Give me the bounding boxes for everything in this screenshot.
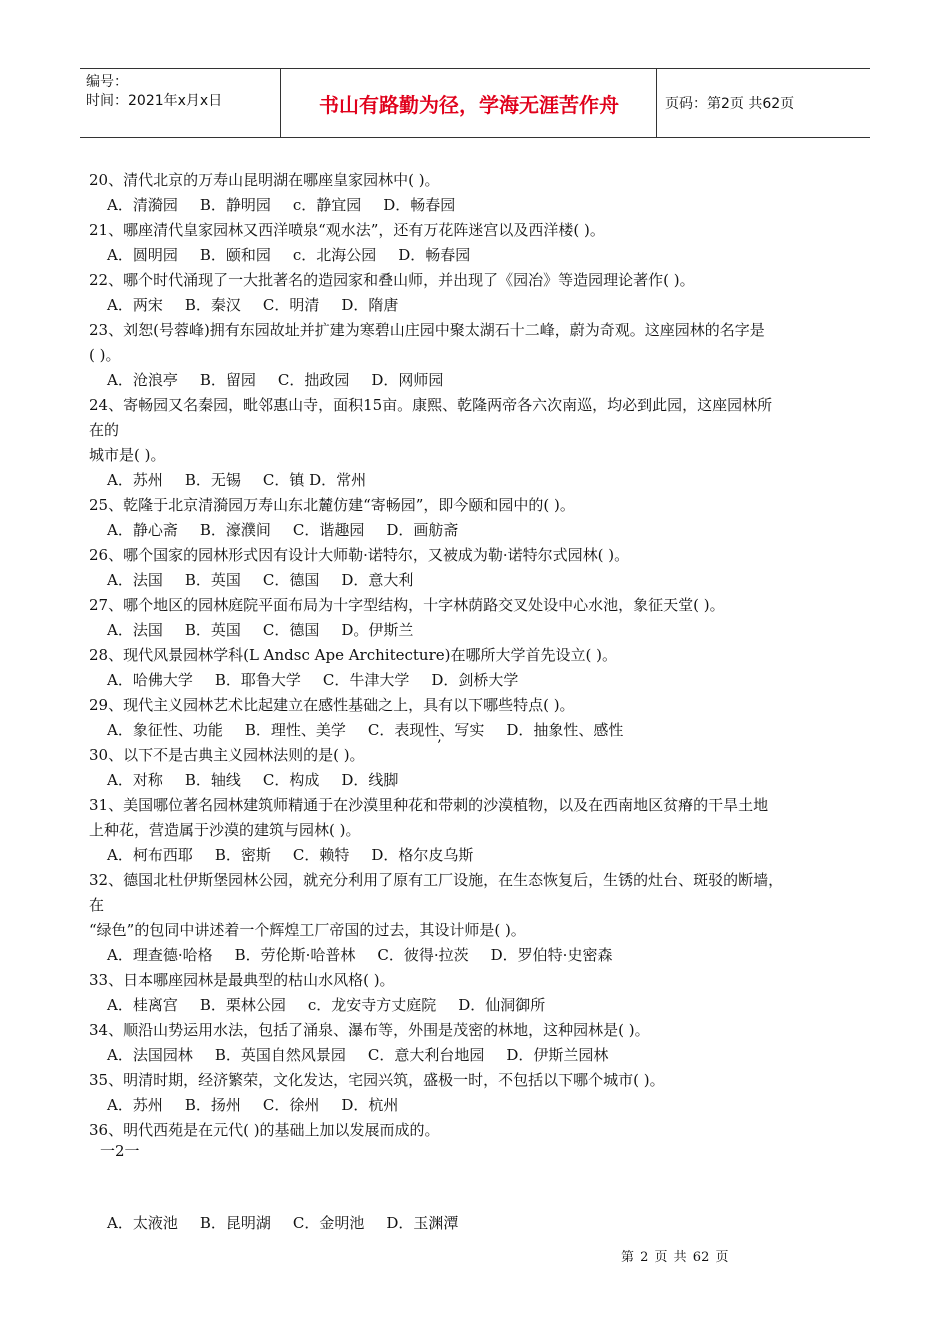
answer-option: A．苏州 (107, 1096, 163, 1114)
option-row (89, 1093, 889, 1118)
page-footer: 第 2 页 共 62 页 (621, 1250, 729, 1265)
page-mark: 一2一 (100, 1142, 140, 1160)
answer-option: A．对称 (107, 771, 163, 789)
time-label: 时间：2021年x月x日 (86, 93, 223, 109)
question-text: 在的 (89, 421, 120, 439)
answer-option: B．昆明湖 (199, 1214, 271, 1232)
answer-option: B．耶鲁大学 (214, 671, 301, 689)
header-divider (280, 69, 281, 137)
option-row (89, 993, 889, 1018)
question-text: 22、哪个时代涌现了一大批著名的造园家和叠山师，并出现了《园冶》等造园理论著作( )。 (89, 271, 695, 289)
answer-option: C．德国 (262, 621, 320, 639)
answer-option: D．畅春园 (398, 246, 471, 264)
answer-option: C．谐趣园 (292, 521, 365, 539)
answer-option: B．英国 (184, 571, 241, 589)
answer-option: A．哈佛大学 (107, 671, 193, 689)
option-row (89, 193, 889, 218)
option-row (89, 843, 889, 868)
answer-option: C．意大利台地园 (367, 1046, 485, 1064)
answer-option: D．抽象性、感性 (506, 721, 624, 739)
option-row (89, 943, 889, 968)
question-text: 32、德国北杜伊斯堡园林公园，就充分利用了原有工厂设施，在生态恢复后，生锈的灶台、斑驳的断墙， (89, 871, 784, 889)
answer-option: B．濠濮间 (199, 521, 271, 539)
question-text: 29、现代主义园林艺术比起建立在感性基础之上，具有以下哪些特点( )。 (89, 696, 575, 714)
question-text: 34、顺沿山势运用水法，包括了涌泉、瀑布等，外围是茂密的林地，这种园林是( )。 (89, 1021, 650, 1039)
question-text: 25、乾隆于北京清漪园万寿山东北麓仿建“寄畅园”，即今颐和园中的( )。 (89, 496, 575, 514)
answer-option: A．静心斋 (107, 521, 178, 539)
question-text: 21、哪座清代皇家园林又西洋喷泉“观水法”，还有万花阵迷宫以及西洋楼( )。 (89, 221, 605, 239)
answer-option: D．畅春园 (383, 196, 456, 214)
answer-option: B．栗林公园 (199, 996, 286, 1014)
answer-option: D．线脚 (341, 771, 399, 789)
answer-option: C．拙政园 (277, 371, 350, 389)
question-text: 在 (89, 896, 105, 914)
question-text: “绿色”的包同中讲述着一个辉煌工厂帝国的过去，其设计师是( )。 (89, 921, 526, 939)
answer-option: D．玉渊潭 (386, 1214, 459, 1232)
question-text: 30、以下不是古典主义园林法则的是( )。 (89, 746, 365, 764)
answer-option: c．龙安寺方丈庭院 (307, 996, 437, 1014)
answer-option: A．理查德·哈格 (107, 946, 213, 964)
answer-option: D．杭州 (341, 1096, 399, 1114)
question-text: ( )。 (89, 346, 121, 364)
answer-option: B．静明园 (199, 196, 271, 214)
question-text: 城市是( )。 (89, 446, 166, 464)
option-row (89, 618, 889, 643)
question-list (89, 168, 889, 1143)
answer-option: A．法国 (107, 571, 163, 589)
answer-option: A．太液池 (107, 1214, 178, 1232)
answer-option: D．格尔皮乌斯 (371, 846, 474, 864)
answer-option: A．圆明园 (107, 246, 178, 264)
answer-option: B．劳伦斯·哈普林 (234, 946, 356, 964)
answer-option: D．画舫斋 (386, 521, 459, 539)
question-text: 28、现代风景园林学科(L Andsc Ape Architecture)在哪所大学首先设立( )。 (89, 646, 617, 664)
answer-option: B．扬州 (184, 1096, 241, 1114)
header-meta (86, 73, 222, 111)
answer-option: D．仙洞御所 (458, 996, 546, 1014)
answer-option: B．颐和园 (199, 246, 271, 264)
answer-option: C．构成 (262, 771, 320, 789)
option-row (89, 293, 889, 318)
answer-option: C．金明池 (292, 1214, 365, 1232)
document-header (80, 68, 870, 138)
answer-option: D．剑桥大学 (431, 671, 519, 689)
question-text: 35、明清时期，经济繁荣，文化发达，宅园兴筑，盛极一时，不包括以下哪个城市( )。 (89, 1071, 665, 1089)
answer-option: C．明清 (262, 296, 320, 314)
answer-option: B．英国 (184, 621, 241, 639)
answer-option: D．网师园 (371, 371, 444, 389)
header-page-info: 页码：第2页 共62页 (665, 96, 795, 112)
answer-option: C．彼得·拉茨 (377, 946, 469, 964)
last-question-options (89, 1212, 458, 1233)
question-text: 上种花，营造属于沙漠的建筑与园林( )。 (89, 821, 361, 839)
answer-option: A．沧浪亭 (107, 371, 178, 389)
code-label: 编号： (86, 74, 128, 90)
answer-option: C．牛津大学 (322, 671, 410, 689)
answer-option: B．秦汉 (184, 296, 241, 314)
answer-option: C．德国 (262, 571, 320, 589)
question-text: 26、哪个国家的园林形式因有设计大师勒·诺特尔，又被成为勒·诺特尔式园林( )。 (89, 546, 630, 564)
answer-option: B．留园 (199, 371, 256, 389)
answer-option: B．理性、美学 (244, 721, 346, 739)
answer-option: D．罗伯特·史密森 (490, 946, 613, 964)
option-row (89, 368, 889, 393)
answer-option: A．法国园林 (107, 1046, 193, 1064)
answer-option: c．静宜园 (292, 196, 362, 214)
question-text: 36、明代西苑是在元代( )的基础上加以发展而成的。 (89, 1121, 440, 1139)
answer-option: A．清漪园 (107, 196, 178, 214)
answer-option: A．法国 (107, 621, 163, 639)
answer-option: C．镇 D．常州 (262, 471, 367, 489)
question-text: 27、哪个地区的园林庭院平面布局为十字型结构，十字林荫路交叉处设中心水池，象征天堂( )。 (89, 596, 725, 614)
question-text: 33、日本哪座园林是最典型的枯山水风格( )。 (89, 971, 395, 989)
answer-option: c．北海公园 (292, 246, 377, 264)
answer-option: B．无锡 (184, 471, 241, 489)
answer-option: A．柯布西耶 (107, 846, 193, 864)
answer-option: D．意大利 (341, 571, 414, 589)
option-row (89, 468, 889, 493)
answer-option: A．两宋 (107, 296, 163, 314)
option-row (89, 1043, 889, 1068)
answer-option: C．赖特 (292, 846, 350, 864)
question-text: 23、刘恕(号蓉峰)拥有东园故址并扩建为寒碧山庄园中聚太湖石十二峰，蔚为奇观。这座园林的名字是 (89, 321, 765, 339)
option-row (89, 718, 889, 743)
answer-option: A．苏州 (107, 471, 163, 489)
answer-option: C．表现性、写实 (367, 721, 485, 739)
answer-option: A．桂离宫 (107, 996, 178, 1014)
answer-option: B．英国自然风景园 (214, 1046, 346, 1064)
answer-option: D．隋唐 (341, 296, 399, 314)
question-text: 20、清代北京的万寿山昆明湖在哪座皇家园林中( )。 (89, 171, 440, 189)
option-row (89, 518, 889, 543)
option-row (89, 668, 889, 693)
header-divider (656, 69, 657, 137)
stray-mark: ’ (437, 738, 442, 754)
option-row (89, 243, 889, 268)
answer-option: C．徐州 (262, 1096, 320, 1114)
answer-option: B．密斯 (214, 846, 271, 864)
answer-option: D．伊斯兰园林 (506, 1046, 609, 1064)
header-motto: 书山有路勤为径，学海无涯苦作舟 (319, 92, 619, 117)
answer-option: B．轴线 (184, 771, 241, 789)
answer-option: D。伊斯兰 (341, 621, 414, 639)
answer-option: A．象征性、功能 (107, 721, 223, 739)
option-row (89, 768, 889, 793)
question-text: 24、寄畅园又名秦园，毗邻惠山寺，面积15亩。康熙、乾隆两帝各六次南巡，均必到此园，这座园林所 (89, 396, 773, 414)
option-row (89, 568, 889, 593)
question-text: 31、美国哪位著名园林建筑师精通于在沙漠里种花和带刺的沙漠植物，以及在西南地区贫瘠的干旱土地 (89, 796, 769, 814)
